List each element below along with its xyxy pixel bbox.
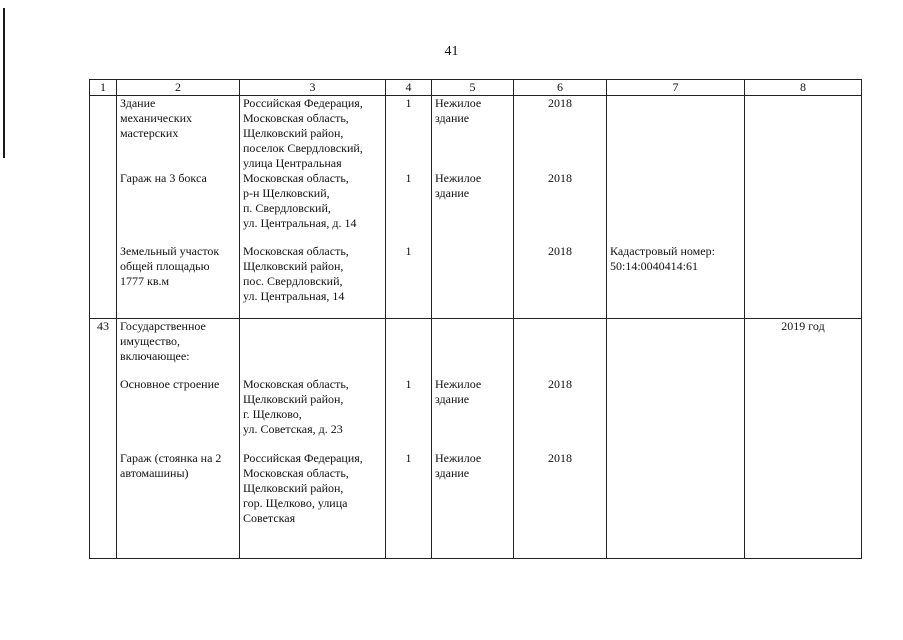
object-name — [117, 244, 240, 318]
object-name-line: Земельный участок — [120, 244, 220, 258]
object-details — [607, 244, 745, 318]
address-line: Московская область, — [243, 466, 349, 480]
page-number: 41 — [444, 44, 459, 59]
group-title-line: включающее: — [120, 348, 190, 363]
object-address — [240, 171, 386, 244]
object-details — [607, 171, 745, 244]
type-line: здание — [435, 466, 470, 480]
empty-cell — [240, 318, 386, 377]
object-type — [432, 244, 514, 318]
empty-cell — [514, 318, 607, 377]
address-line: Московская область, — [243, 171, 349, 185]
group-note — [745, 96, 862, 319]
address-line: ул. Центральная, 14 — [243, 289, 345, 303]
table-row — [90, 96, 862, 172]
type-line: Нежилое — [435, 171, 482, 185]
empty-cell — [607, 318, 745, 377]
group-title-row — [90, 318, 862, 377]
address-line: гор. Щелково, улица — [243, 496, 348, 510]
object-name-line: автомашины) — [120, 466, 189, 480]
address-line: пос. Свердловский, — [243, 274, 343, 288]
address-line: Щелковский район, — [243, 126, 344, 140]
address-line: Московская область, — [243, 377, 349, 391]
object-address — [240, 377, 386, 451]
group-title — [117, 318, 240, 377]
object-type — [432, 451, 514, 558]
group-title-line: Государственное — [120, 318, 206, 333]
group-note: 2019 год — [745, 318, 862, 558]
details-line: 50:14:0040414:61 — [610, 259, 699, 273]
details-line: Кадастровый номер: — [610, 244, 715, 258]
row-number — [90, 96, 117, 319]
type-line: Нежилое — [435, 377, 482, 391]
address-line: Щелковский район, — [243, 392, 344, 406]
object-type — [432, 377, 514, 451]
address-line: р-н Щелковский, — [243, 186, 330, 200]
object-name-line: Гараж (стоянка на 2 — [120, 451, 222, 465]
address-line: поселок Свердловский, — [243, 141, 363, 155]
type-line: здание — [435, 111, 470, 125]
column-header: 2 — [117, 80, 240, 96]
address-line: ул. Центральная, д. 14 — [243, 216, 357, 230]
header-row — [90, 80, 862, 96]
object-address — [240, 451, 386, 558]
column-header: 8 — [745, 80, 862, 96]
object-name — [117, 171, 240, 244]
address-line: Щелковский район, — [243, 259, 344, 273]
object-details — [607, 451, 745, 558]
address-line: п. Свердловский, — [243, 201, 331, 215]
object-details — [607, 96, 745, 172]
margin-line — [3, 8, 5, 158]
object-name-line: механических — [120, 111, 193, 125]
object-name — [117, 377, 240, 451]
column-header: 4 — [386, 80, 432, 96]
object-details — [607, 377, 745, 451]
column-header: 6 — [514, 80, 607, 96]
object-year: 2018 — [514, 244, 607, 318]
address-line: г. Щелково, — [243, 407, 302, 421]
column-header: 1 — [90, 80, 117, 96]
column-header: 5 — [432, 80, 514, 96]
object-name-line: Основное строение — [120, 377, 220, 391]
address-line: Московская область, — [243, 111, 349, 125]
object-type — [432, 171, 514, 244]
empty-cell — [386, 318, 432, 377]
object-quantity: 1 — [386, 96, 432, 172]
object-year: 2018 — [514, 377, 607, 451]
table-body — [90, 80, 862, 559]
object-name — [117, 451, 240, 558]
object-address — [240, 244, 386, 318]
property-table — [89, 79, 862, 559]
type-line: Нежилое — [435, 451, 482, 465]
column-header: 3 — [240, 80, 386, 96]
object-quantity: 1 — [386, 171, 432, 244]
address-line: Щелковский район, — [243, 481, 344, 495]
object-year: 2018 — [514, 451, 607, 558]
object-address — [240, 96, 386, 172]
object-name-line: мастерских — [120, 126, 179, 140]
empty-cell — [432, 318, 514, 377]
object-type — [432, 96, 514, 172]
column-header: 7 — [607, 80, 745, 96]
address-line: улица Центральная — [243, 156, 342, 170]
object-name-line: Гараж на 3 бокса — [120, 171, 207, 185]
type-line: здание — [435, 392, 470, 406]
row-number: 43 — [90, 318, 117, 558]
address-line: Российская Федерация, — [243, 451, 363, 465]
address-line: Московская область, — [243, 244, 349, 258]
address-line: Российская Федерация, — [243, 96, 363, 110]
address-line: ул. Советская, д. 23 — [243, 422, 343, 436]
object-name-line: 1777 кв.м — [120, 274, 170, 288]
object-quantity: 1 — [386, 377, 432, 451]
object-quantity: 1 — [386, 451, 432, 558]
object-year: 2018 — [514, 96, 607, 172]
object-name — [117, 96, 240, 172]
group-title-line: имущество, — [120, 333, 181, 348]
object-name-line: общей площадью — [120, 259, 210, 273]
object-name-line: Здание — [120, 96, 156, 110]
type-line: здание — [435, 186, 470, 200]
object-year: 2018 — [514, 171, 607, 244]
type-line: Нежилое — [435, 96, 482, 110]
object-quantity: 1 — [386, 244, 432, 318]
address-line: Советская — [243, 511, 296, 525]
